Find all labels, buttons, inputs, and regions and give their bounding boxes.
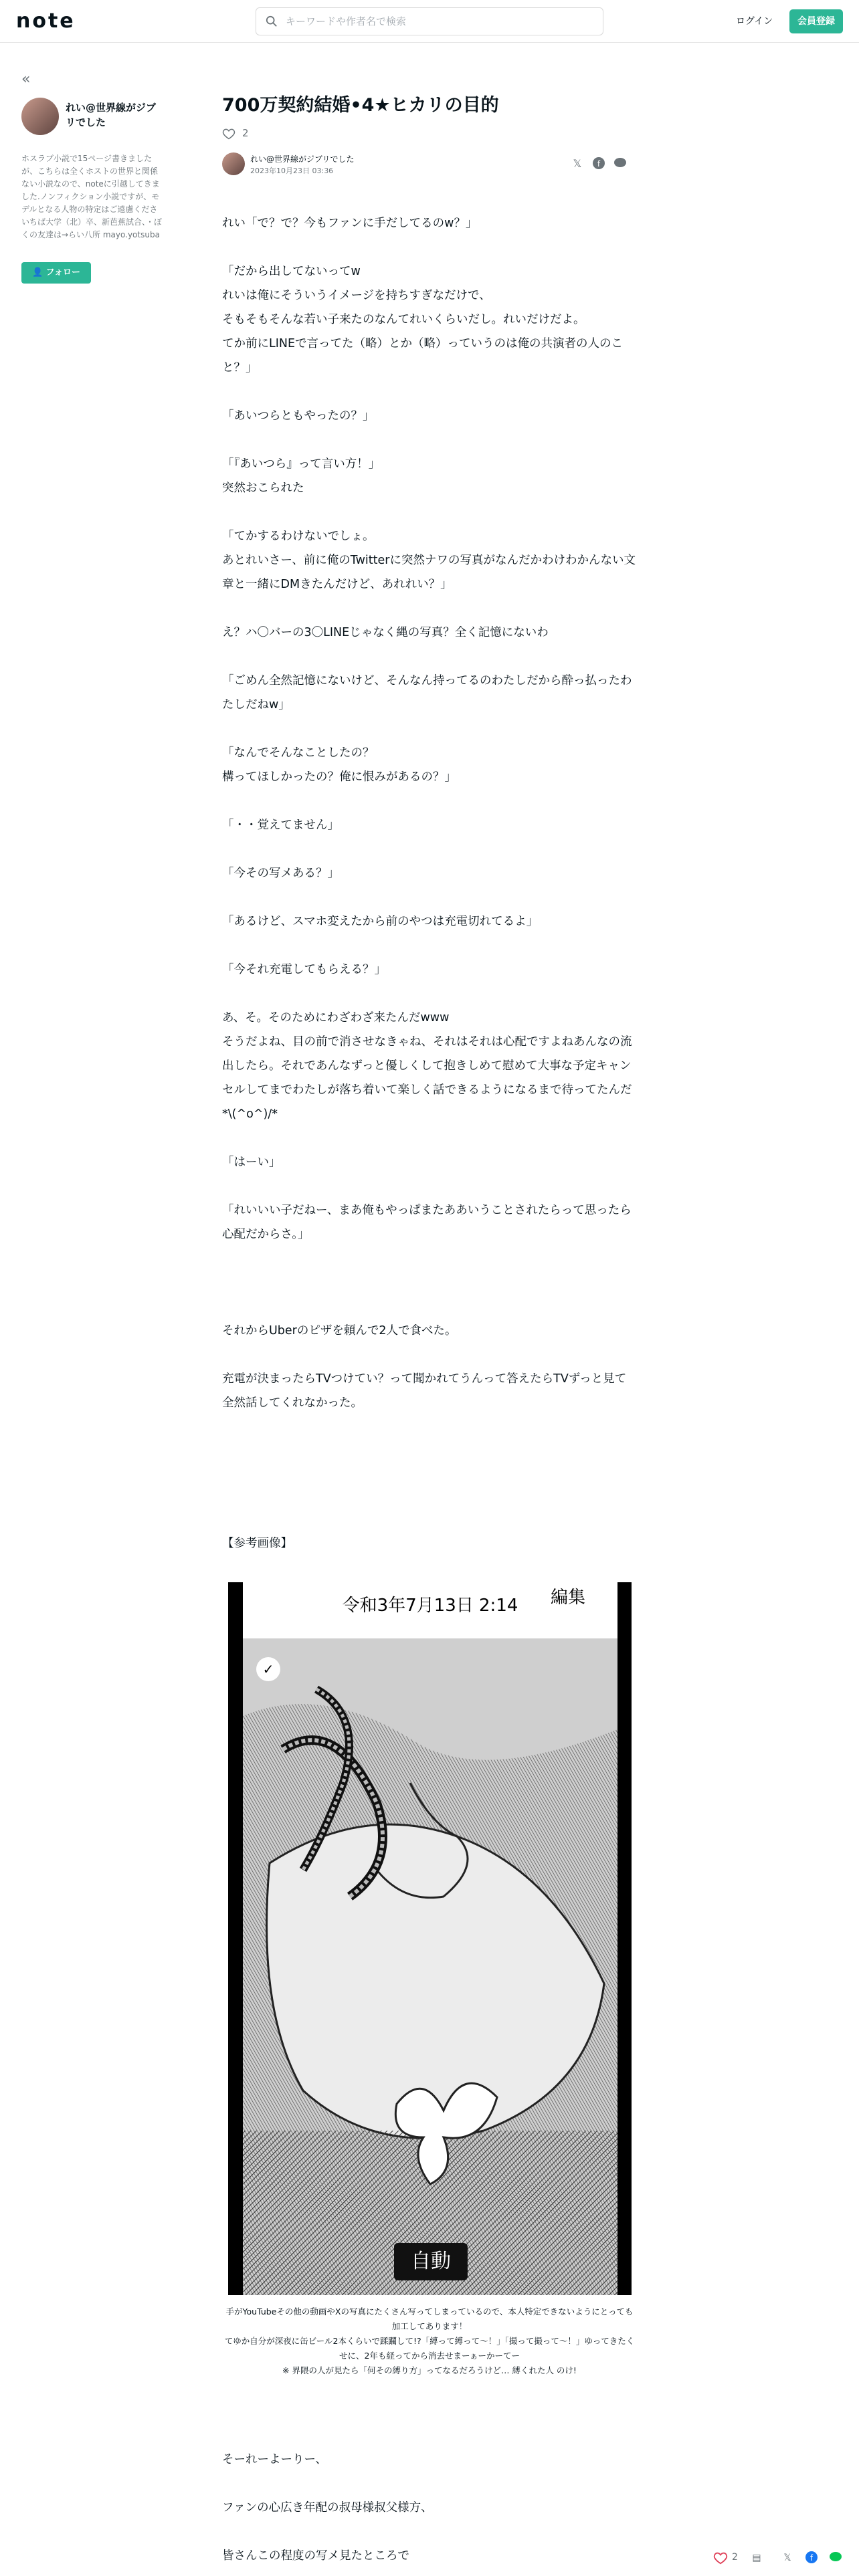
body-paragraph: 「今それ充電してもらえる？」 xyxy=(222,963,386,976)
body-paragraph xyxy=(222,500,637,524)
body-paragraph xyxy=(222,2472,637,2496)
body-paragraph: 「なんでそんなことしたの？ xyxy=(222,746,375,760)
body-paragraph xyxy=(222,789,637,813)
line-icon[interactable] xyxy=(828,2551,843,2565)
bottom-like-count: 2 xyxy=(732,2552,738,2563)
body-paragraph: 「今その写メある？」 xyxy=(222,867,339,880)
body-paragraph xyxy=(222,1247,637,1271)
x-icon[interactable]: 𝕏 xyxy=(573,157,582,170)
body-paragraph: それからUberのピザを頼んで2人で食べた。 xyxy=(222,1324,457,1337)
body-paragraph: そーれーよーりー、 xyxy=(222,2453,327,2466)
body-paragraph: 「あいつらともやったの？」 xyxy=(222,409,375,423)
body-paragraph: あ、そ。そのためにわざわざ来たんだwww xyxy=(222,1011,450,1025)
sidebar-author-name[interactable]: れい@世界線がジブリでした xyxy=(66,102,157,128)
facebook-icon[interactable] xyxy=(591,156,606,171)
body-paragraph xyxy=(222,1295,637,1319)
body-paragraph: 「あるけど、スマホ変えたから前のやつは充電切れてるよ」 xyxy=(222,915,539,928)
note-logo[interactable]: note xyxy=(16,9,76,33)
heart-icon[interactable] xyxy=(222,127,235,140)
body-paragraph: れい「で？で？今もファンに手だしてるのw？」 xyxy=(222,217,478,230)
top-header xyxy=(0,0,859,43)
search-box[interactable] xyxy=(256,7,603,35)
line-icon[interactable] xyxy=(613,156,628,171)
photo-content xyxy=(243,1582,617,2295)
body-paragraph: 「『あいつら』って言い方！」 xyxy=(222,457,381,471)
svg-text:f: f xyxy=(809,2553,814,2563)
body-paragraph xyxy=(222,885,637,909)
body-paragraph xyxy=(222,645,637,669)
search-icon xyxy=(266,15,278,27)
body-paragraph: 構ってほしかったの？俺に恨みがあるの？」 xyxy=(222,770,456,784)
article-body xyxy=(222,211,637,1415)
body-paragraph: 「・・覚えてません」 xyxy=(222,819,339,832)
photo-caption xyxy=(222,2304,637,2411)
check-icon: ✓ xyxy=(256,1657,280,1681)
login-button[interactable]: ログイン xyxy=(736,16,773,27)
sidebar-bio: ホスラブ小説で15ページ書きましたが、こちらは全くホストの世界と関係ない小説なので、noteに引越してきました.ノンフィクション小説ですが、モデルとなる人物の特定はご遠慮くださいちば大学（北）卒、新芭蕉試合、・ぼくの友達は→らい八所 mayo.yotsuba xyxy=(21,154,163,239)
body-paragraph: 「だから出してないってw xyxy=(222,265,361,278)
body-paragraph: 皆さんこの程度の写メ見たところで xyxy=(222,2549,409,2563)
double-chevron-left-icon[interactable]: « xyxy=(21,71,31,88)
body-paragraph: 「はーい」 xyxy=(222,1156,281,1169)
body-paragraph xyxy=(222,1271,637,1295)
body-paragraph xyxy=(222,1174,637,1198)
x-icon[interactable]: 𝕏 xyxy=(783,2553,791,2563)
body-paragraph xyxy=(222,717,637,741)
like-count: 2 xyxy=(242,127,249,139)
body-paragraph: 「てかするわけないでしょ。 xyxy=(222,530,375,543)
body-paragraph xyxy=(222,597,637,621)
body-paragraph: 「ごめん全然記憶にないけど、そんなん持ってるのわたしだから酔っ払ったわたしだねw」 xyxy=(222,674,632,712)
person-add-icon: 👤 xyxy=(31,267,43,278)
article-title: 700万契約結婚•4★ヒカリの目的 xyxy=(222,95,499,116)
photo-auto-label: 自動 xyxy=(394,2243,468,2280)
photo-edit-text: 編集 xyxy=(550,1588,585,1608)
body-paragraph: 充電が決まったらTVつけてい？って聞かれてうんって答えたらTVずっと見て全然話してくれなかった。 xyxy=(222,1372,627,1410)
signup-button[interactable]: 会員登録 xyxy=(789,9,843,33)
body-paragraph xyxy=(222,428,637,452)
caption-line: 手がYouTubeその他の動画やXの写真にたくさん写ってしまっているので、本人特定できないようにとっても加工してあります！ xyxy=(225,2306,634,2331)
body-paragraph: そもそもそんな若い子来たのなんてれいくらいだし。れいだけだよ。 xyxy=(222,313,585,326)
follow-label: フォロー xyxy=(45,267,81,278)
svg-text:f: f xyxy=(597,159,601,169)
body-paragraph xyxy=(222,380,637,404)
body-paragraph xyxy=(222,2520,637,2544)
avatar[interactable] xyxy=(21,98,59,135)
body-paragraph: え？ハ〇バーの3〇LINEじゃなく縄の写真？全く記憶にないわ xyxy=(222,626,549,639)
body-paragraph: 突然おこられた xyxy=(222,481,304,495)
rope-photo-illustration xyxy=(243,1582,617,2295)
facebook-icon[interactable] xyxy=(804,2551,819,2565)
body-paragraph xyxy=(222,934,637,958)
reference-photo[interactable] xyxy=(228,1582,632,2295)
body-paragraph: てか前にLINEで言ってた（略）とか（略）っていうのは俺の共演者の人のこと？」 xyxy=(222,337,624,374)
caption-line: ※ 界隈の人が見たら「何その縛り方」ってなるだろうけど… 縛くれた人 のけ! xyxy=(282,2365,577,2375)
body-paragraph xyxy=(222,1126,637,1150)
body-paragraph: あとれいさー、前に俺のTwitterに突然ナワの写真がなんだかわけわかんない文章と一緒にDMきたんだけど、あれれい？」 xyxy=(222,554,636,591)
caption-line xyxy=(222,2387,637,2411)
bottom-action-bar xyxy=(706,2545,859,2572)
reference-image-label: 【参考画像】 xyxy=(222,1537,292,1550)
body-paragraph xyxy=(222,982,637,1006)
body-paragraph: れいは俺にそういうイメージを持ちすぎなだけで、 xyxy=(222,289,491,302)
author-avatar[interactable] xyxy=(222,152,245,175)
photo-date-text: 令和3年7月13日 2:14 xyxy=(342,1596,518,1616)
search-input[interactable] xyxy=(286,8,593,35)
body-paragraph xyxy=(222,1343,637,1367)
body-paragraph: そうだよね、目の前で消させなきゃね、それはそれは心配ですよねあんなの流出したら。それであんなずっと優しくして抱きしめて慰めて大事な予定キャンセルしてまでわたしが落ち着いて楽しく話できるようになるまで待ってたんだ*\(^o^)/* xyxy=(222,1035,632,1121)
body-paragraph xyxy=(222,235,637,259)
post-date: 2023年10月23日 03:36 xyxy=(250,167,334,175)
caption-line: てゆか自分が深夜に缶ビール2本くらいで蹂躙して!?「縛って縛って〜！」「撮って撮って〜！」ゆってきたくせに、2年も経ってから消去せまーぁーかーてー xyxy=(224,2336,635,2361)
body-paragraph xyxy=(222,837,637,861)
article-body-continued xyxy=(222,2448,637,2568)
body-paragraph: ファンの心広き年配の叔母様叔父様方、 xyxy=(222,2501,433,2514)
magazine-icon[interactable]: ▤ xyxy=(752,2553,761,2563)
heart-icon[interactable] xyxy=(713,2551,728,2565)
body-paragraph: 「れいいい子だねー、まあ俺もやっぱまたああいうことされたらって思ったら心配だからさ。」 xyxy=(222,1204,632,1241)
author-name[interactable]: れい@世界線がジブリでした xyxy=(250,154,355,164)
follow-button[interactable] xyxy=(21,262,91,284)
